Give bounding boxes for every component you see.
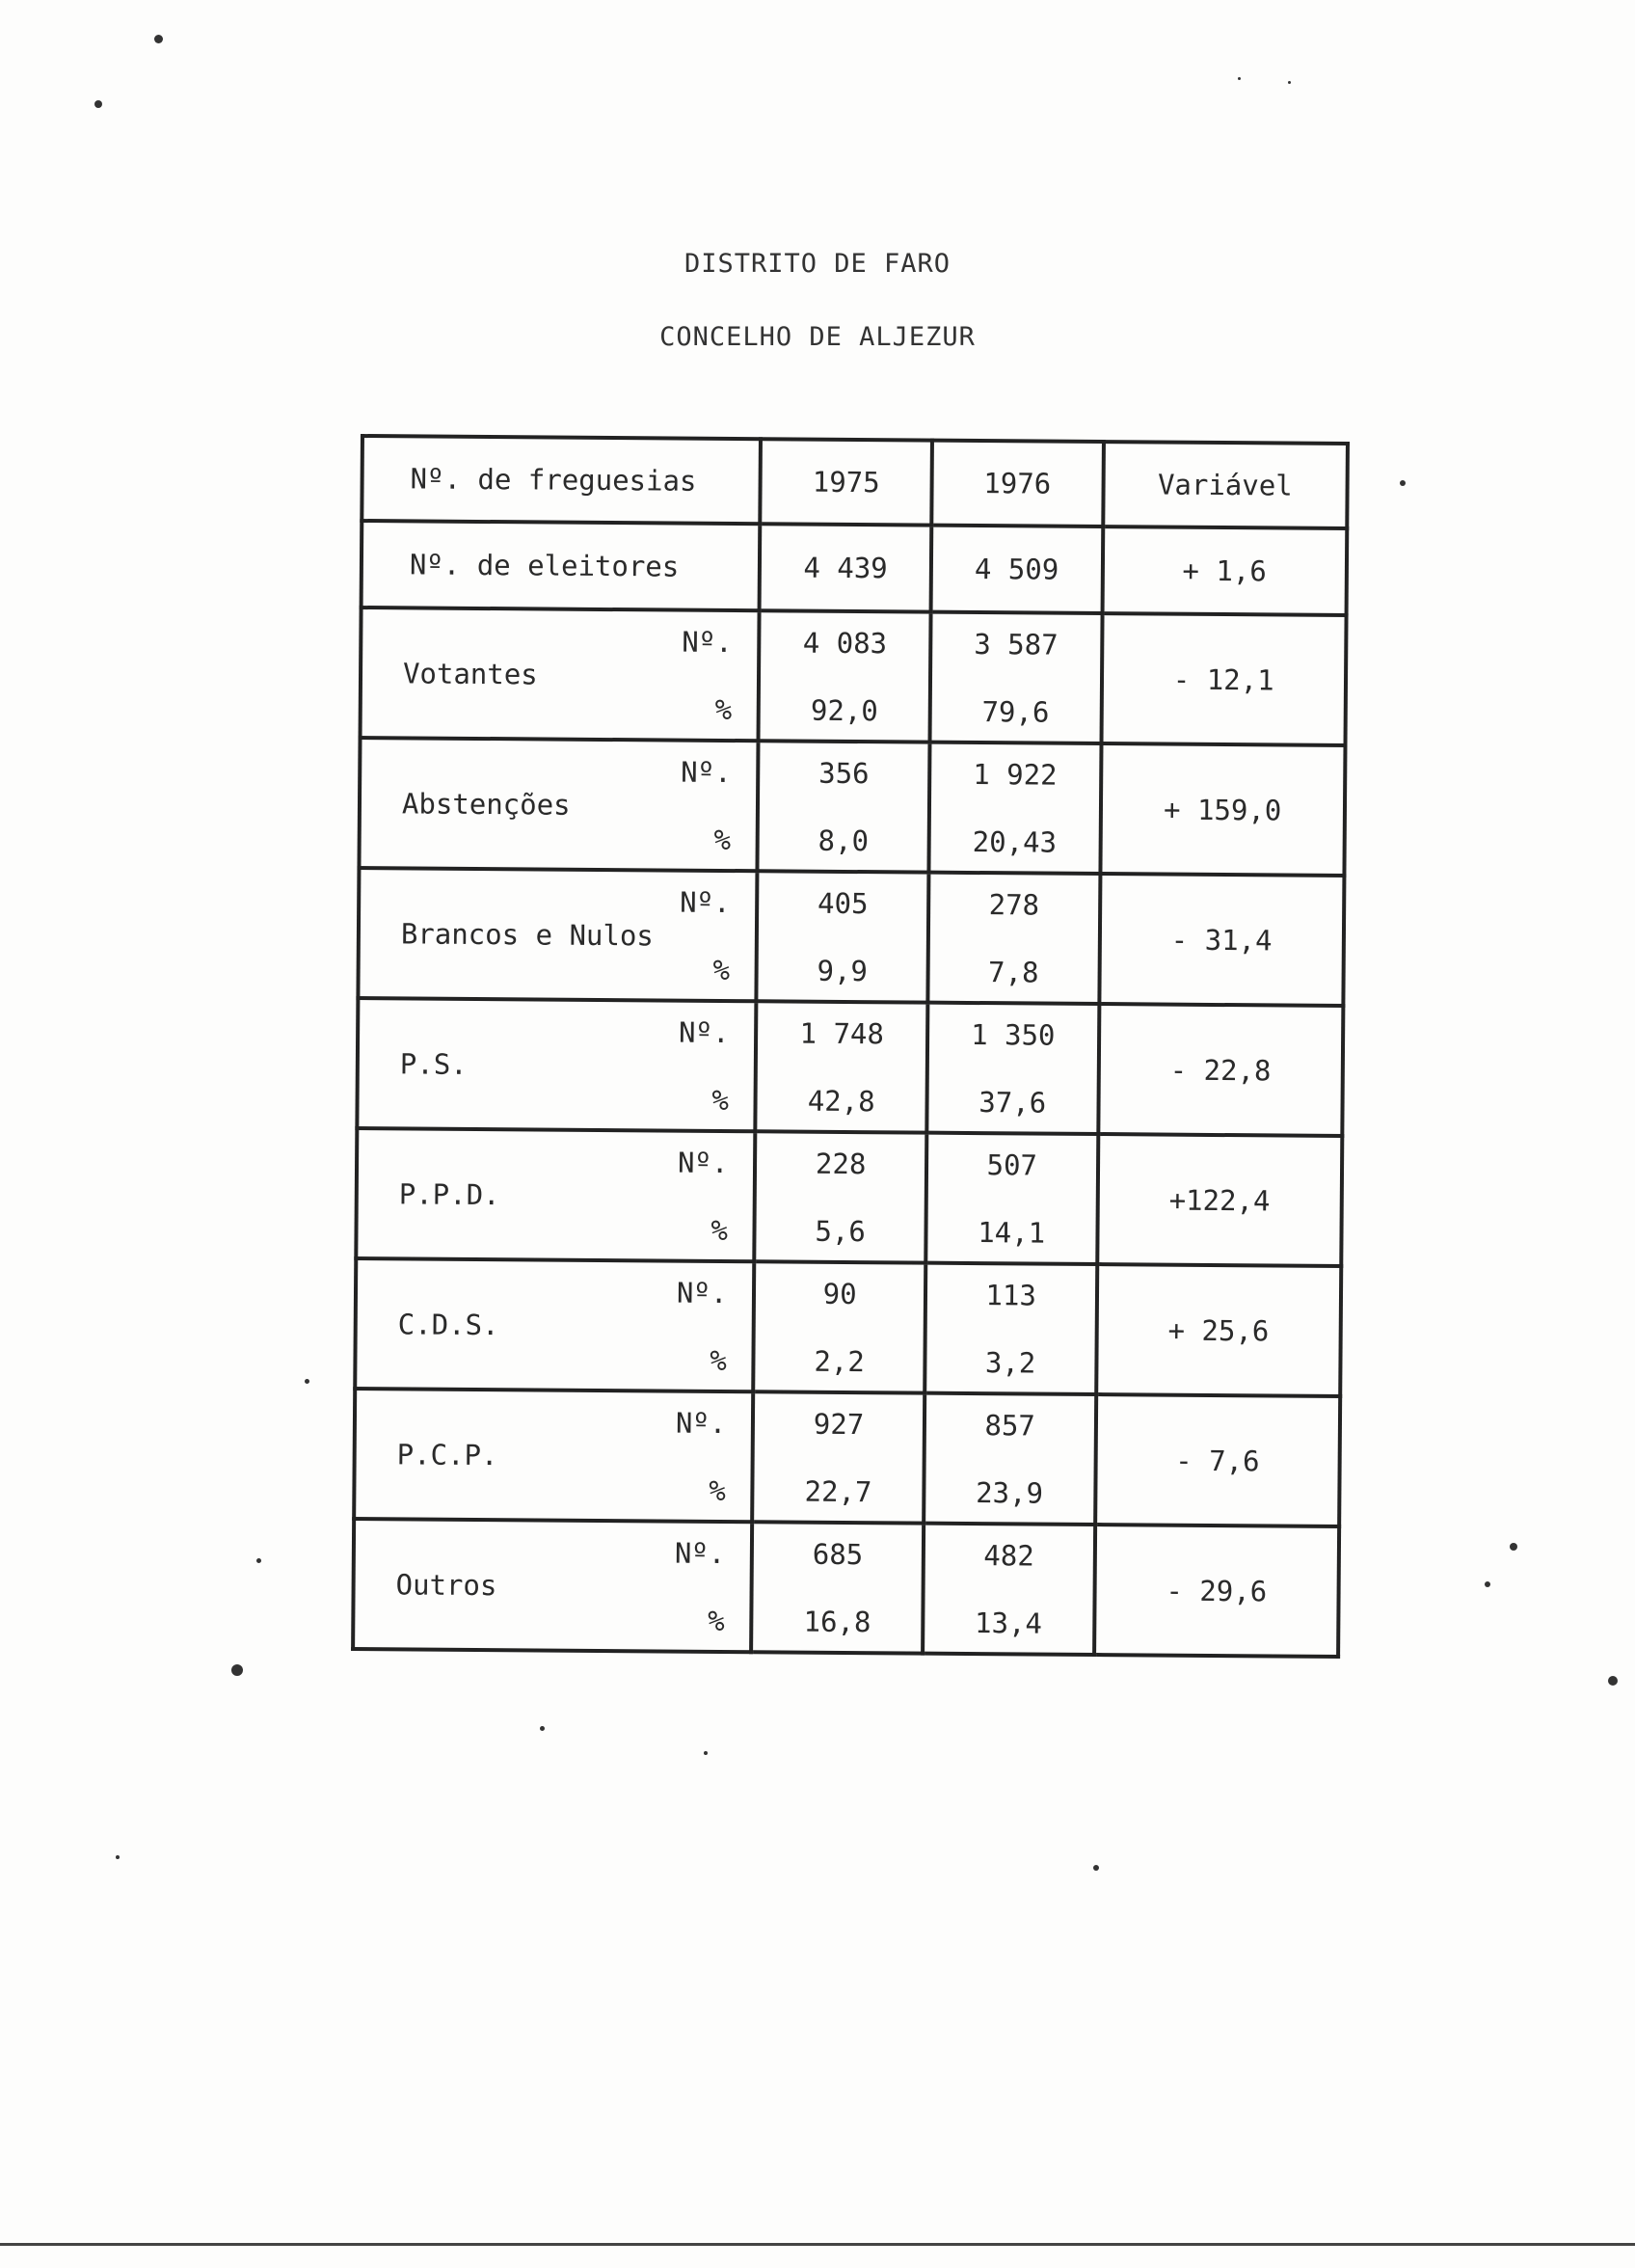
row-count-1975: 4 083: [802, 626, 888, 660]
scan-speck: [1608, 1676, 1618, 1686]
scan-speck: [1238, 77, 1241, 80]
row-1976-cell: [926, 1003, 1099, 1134]
row-variation: - 31,4: [1170, 923, 1273, 957]
row-1975-cell: [754, 1261, 926, 1392]
row-variation-cell: [1095, 1394, 1341, 1526]
year-1976: 1976: [983, 467, 1052, 500]
row-variation: - 22,8: [1169, 1053, 1272, 1087]
electors-variation: + 1,6: [1182, 554, 1267, 588]
scan-speck: [116, 1855, 120, 1859]
scan-speck: [154, 35, 163, 43]
row-percent-1976: 23,9: [976, 1475, 1044, 1510]
row-label-cell: [355, 1258, 754, 1391]
row-variation-cell: [1097, 1134, 1343, 1266]
scan-speck: [704, 1751, 708, 1755]
scan-speck: [256, 1558, 261, 1563]
row-percent-1976: 20,43: [972, 824, 1058, 859]
electors-variation-cell: [1102, 526, 1347, 615]
row-label: P.P.D.: [398, 1176, 500, 1211]
row-label-cell: [356, 1128, 755, 1261]
row-variation: + 159,0: [1163, 793, 1282, 827]
scan-speck: [1510, 1543, 1517, 1551]
row-variation-cell: [1094, 1525, 1340, 1657]
election-table: [351, 434, 1350, 1659]
electors-1976: 4 509: [974, 553, 1059, 586]
row-count-1975: 356: [818, 756, 870, 790]
row-count-1976: 1 922: [973, 757, 1058, 792]
row-count-marker: Nº.: [675, 1406, 727, 1440]
row-count-1975: 228: [815, 1147, 867, 1180]
scan-speck: [1288, 81, 1291, 84]
row-variation-cell: [1100, 743, 1346, 876]
row-count-1975: 685: [812, 1537, 864, 1571]
electors-label-cell: [362, 521, 761, 610]
row-label: Votantes: [402, 656, 538, 690]
table-row: [357, 998, 1343, 1136]
row-1975-cell: [759, 610, 931, 742]
header-1976-cell: [931, 441, 1103, 526]
row-count-1976: 278: [988, 887, 1040, 922]
row-count-1975: 90: [822, 1277, 857, 1310]
header-label-cell: [362, 436, 761, 524]
row-count-marker: Nº.: [677, 1146, 729, 1179]
row-1976-cell: [925, 1263, 1097, 1394]
row-percent-marker: %: [708, 1604, 725, 1637]
electors-row: [362, 521, 1348, 615]
scan-speck: [305, 1379, 309, 1384]
row-percent-1975: 5,6: [815, 1214, 866, 1248]
table-row: [361, 608, 1347, 745]
row-variation-cell: [1098, 1004, 1344, 1136]
row-label: C.D.S.: [397, 1307, 499, 1341]
row-count-marker: Nº.: [674, 1536, 726, 1570]
row-count-1976: 113: [985, 1278, 1037, 1312]
row-label-cell: [358, 868, 757, 1001]
parishes-label: Nº. de freguesias: [410, 462, 697, 498]
row-label: Brancos e Nulos: [400, 916, 654, 952]
row-variation-cell: [1096, 1264, 1342, 1396]
district-title: DISTRITO DE FARO: [683, 249, 952, 279]
row-count-1976: 1 350: [971, 1017, 1056, 1052]
row-label-cell: [353, 1519, 752, 1652]
row-percent-1976: 7,8: [988, 955, 1039, 989]
row-percent-1975: 22,7: [804, 1474, 872, 1508]
table-row: [355, 1258, 1341, 1396]
row-percent-1975: 16,8: [803, 1605, 871, 1638]
row-percent-1975: 42,8: [807, 1084, 875, 1118]
row-variation: +122,4: [1168, 1183, 1271, 1217]
row-1975-cell: [751, 1522, 924, 1653]
row-1975-cell: [753, 1391, 925, 1523]
row-label: P.S.: [399, 1046, 468, 1081]
header-variation-cell: [1103, 442, 1348, 528]
row-1975-cell: [757, 871, 929, 1002]
row-percent-marker: %: [712, 953, 731, 986]
row-percent-marker: %: [709, 1473, 726, 1507]
row-count-marker: Nº.: [680, 885, 731, 919]
row-count-marker: Nº.: [676, 1276, 728, 1310]
scan-speck: [1485, 1581, 1490, 1587]
row-percent-1975: 92,0: [810, 693, 878, 727]
electors-1975-cell: [760, 524, 931, 611]
row-1975-cell: [755, 1131, 927, 1262]
row-count-1976: 857: [984, 1408, 1035, 1443]
page-bottom-edge: [0, 2243, 1635, 2246]
row-percent-marker: %: [710, 1343, 727, 1377]
row-percent-marker: %: [713, 823, 732, 856]
row-count-1975: 1 748: [799, 1016, 885, 1050]
row-label: Outros: [395, 1567, 497, 1602]
row-percent-1976: 37,6: [978, 1085, 1047, 1120]
table-row: [359, 738, 1345, 876]
row-percent-marker: %: [710, 1213, 729, 1247]
row-1976-cell: [928, 742, 1101, 874]
scan-speck: [94, 100, 102, 108]
row-label-cell: [359, 738, 758, 871]
table-row: [356, 1128, 1342, 1266]
row-percent-1975: 2,2: [814, 1344, 865, 1378]
variation-heading: Variável: [1157, 468, 1293, 502]
scan-speck: [231, 1664, 243, 1676]
table-row: [353, 1519, 1339, 1657]
scan-speck: [1400, 480, 1406, 486]
row-count-1976: 482: [983, 1538, 1034, 1573]
table-row: [358, 868, 1344, 1006]
table-row: [354, 1389, 1340, 1526]
row-count-1975: 405: [817, 886, 869, 920]
row-label-cell: [357, 998, 756, 1131]
header-1975-cell: [761, 439, 932, 525]
row-1976-cell: [925, 1133, 1098, 1264]
row-1975-cell: [756, 1001, 928, 1132]
row-label: P.C.P.: [396, 1437, 498, 1472]
row-count-marker: Nº.: [681, 755, 732, 789]
row-label: Abstenções: [401, 786, 571, 822]
row-variation: - 7,6: [1175, 1444, 1260, 1477]
row-variation: - 12,1: [1172, 662, 1274, 696]
row-percent-1976: 79,6: [981, 694, 1050, 729]
row-percent-1975: 9,9: [817, 954, 869, 987]
row-count-1975: 927: [813, 1407, 865, 1441]
row-variation: + 25,6: [1167, 1313, 1270, 1347]
row-label-cell: [361, 608, 760, 741]
row-count-marker: Nº.: [682, 625, 733, 659]
municipality-title: CONCELHO DE ALJEZUR: [659, 322, 976, 352]
row-1976-cell: [924, 1393, 1096, 1525]
row-label-cell: [354, 1389, 753, 1522]
scan-speck: [1093, 1865, 1099, 1871]
row-1976-cell: [927, 873, 1100, 1004]
row-percent-1976: 13,4: [974, 1606, 1043, 1640]
row-count-1976: 507: [986, 1148, 1038, 1182]
row-variation: - 29,6: [1166, 1574, 1268, 1607]
electors-1976-cell: [930, 526, 1102, 613]
row-count-marker: Nº.: [679, 1015, 730, 1049]
row-percent-1975: 8,0: [818, 824, 870, 857]
row-percent-1976: 14,1: [978, 1215, 1046, 1250]
electors-label: Nº. de eleitores: [409, 548, 680, 583]
row-count-1976: 3 587: [974, 627, 1059, 662]
row-percent-marker: %: [714, 692, 733, 726]
row-1975-cell: [758, 741, 930, 872]
electors-1975: 4 439: [803, 551, 888, 585]
row-percent-marker: %: [711, 1083, 730, 1117]
table-header-row: [362, 436, 1348, 528]
row-variation-cell: [1101, 613, 1347, 745]
year-1975: 1975: [812, 465, 880, 500]
row-percent-1976: 3,2: [984, 1345, 1036, 1380]
scan-speck: [540, 1726, 545, 1731]
row-1976-cell: [923, 1524, 1095, 1655]
row-variation-cell: [1099, 874, 1345, 1006]
row-1976-cell: [929, 612, 1102, 743]
